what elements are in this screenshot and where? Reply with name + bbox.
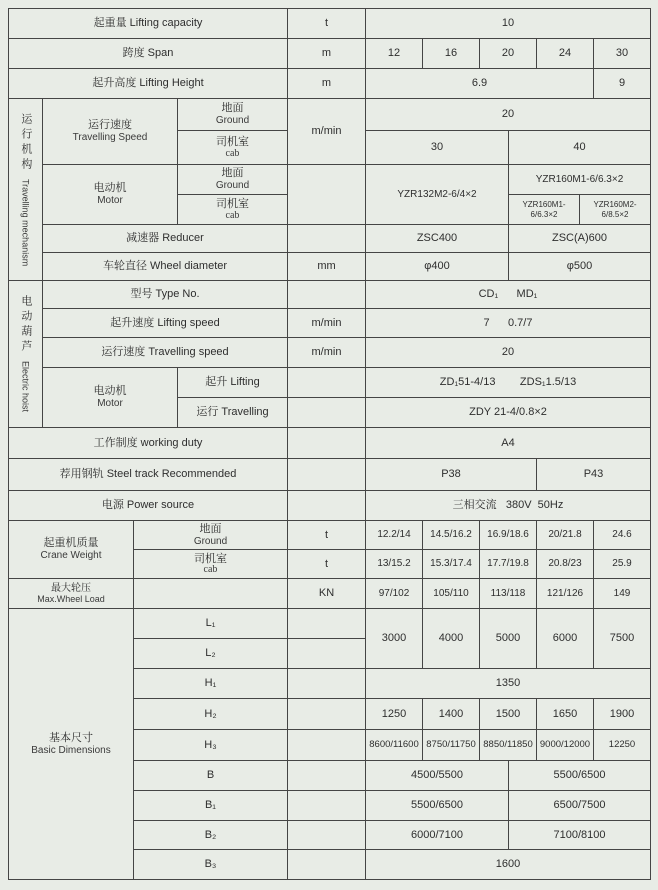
dim-h3-value: 8600/11600 bbox=[366, 730, 423, 761]
travel-motor-label bbox=[43, 165, 178, 225]
max-wheel-load-sublabel-empty bbox=[134, 579, 288, 609]
dim-h2-unit-empty bbox=[288, 699, 366, 730]
hoist-motor-travel-unit-empty bbox=[288, 398, 366, 428]
section-travelling-mechanism-zh: 运行机构 bbox=[19, 112, 32, 173]
dim-l2-label: L₂ bbox=[134, 639, 288, 669]
wheel-diameter-label: 车轮直径 Wheel diameter bbox=[43, 253, 288, 281]
crane-weight-cab-value: 17.7/19.8 bbox=[480, 550, 537, 579]
steel-track-label: 荐用钢轨 Steel track Recommended bbox=[9, 459, 288, 491]
lifting-capacity-value: 10 bbox=[366, 9, 651, 39]
travel-speed-unit: m/min bbox=[288, 99, 366, 165]
hoist-motor-lifting-sublabel: 起升 Lifting bbox=[178, 368, 288, 398]
travel-speed-cab-value-left: 30 bbox=[366, 131, 509, 165]
power-source-value: 三相交流 380V 50Hz bbox=[366, 491, 651, 521]
travel-speed-label-zh: 运行速度 bbox=[88, 119, 132, 132]
hoist-motor-travel-value: ZDY 21-4/0.8×2 bbox=[366, 398, 651, 428]
dim-l-value: 6000 bbox=[537, 609, 594, 669]
travel-motor-label-en: Motor bbox=[97, 195, 123, 207]
steel-track-value-right: P43 bbox=[537, 459, 651, 491]
type-no-unit-empty bbox=[288, 281, 366, 309]
ground-en: Ground bbox=[215, 115, 250, 127]
hoist-travel-speed-value: 20 bbox=[366, 338, 651, 368]
max-wheel-load-label-en: Max.Wheel Load bbox=[37, 594, 105, 605]
dim-h1-unit-empty bbox=[288, 669, 366, 699]
crane-weight-cab-unit: t bbox=[288, 550, 366, 579]
ground-zh: 地面 bbox=[221, 102, 244, 115]
steel-track-unit-empty bbox=[288, 459, 366, 491]
working-duty-label: 工作制度 working duty bbox=[9, 428, 288, 459]
span-label: 跨度 Span bbox=[9, 39, 288, 69]
dim-b2-value-left: 6000/7100 bbox=[366, 821, 509, 850]
section-electric-hoist-zh: 电动葫芦 bbox=[19, 295, 32, 356]
crane-weight-cab-value: 25.9 bbox=[594, 550, 651, 579]
hoist-motor-lifting-value: ZD₁51-4/13 ZDS₁1.5/13 bbox=[366, 368, 651, 398]
crane-weight-label bbox=[9, 521, 134, 579]
steel-track-value-left: P38 bbox=[366, 459, 537, 491]
lifting-height-value-last: 9 bbox=[594, 69, 651, 99]
dim-h3-value: 9000/12000 bbox=[537, 730, 594, 761]
cab-en: cab bbox=[225, 147, 240, 159]
dim-b-value-left: 4500/5500 bbox=[366, 761, 509, 791]
section-travelling-mechanism-en: Travelling mechanism bbox=[20, 178, 31, 267]
dim-h1-label: H₁ bbox=[134, 669, 288, 699]
crane-weight-cab-sublabel bbox=[134, 550, 288, 579]
hoist-lifting-speed-label: 起升速度 Lifting speed bbox=[43, 309, 288, 338]
dim-h2-value: 1400 bbox=[423, 699, 480, 730]
power-source-label: 电源 Power source bbox=[9, 491, 288, 521]
travel-speed-ground-sublabel bbox=[178, 99, 288, 131]
dim-l-value: 7500 bbox=[594, 609, 651, 669]
crane-weight-cab-value: 13/15.2 bbox=[366, 550, 423, 579]
travel-motor-value-right-bottom-left: YZR160M1-6/6.3×2 bbox=[509, 195, 580, 224]
travel-motor-value-right-top: YZR160M1-6/6.3×2 bbox=[509, 165, 651, 195]
working-duty-unit-empty bbox=[288, 428, 366, 459]
dim-b-label: B bbox=[134, 761, 288, 791]
crane-weight-label-zh: 起重机质量 bbox=[43, 537, 99, 550]
cab-en: cab bbox=[203, 564, 218, 576]
hoist-motor-label-zh: 电动机 bbox=[93, 385, 127, 398]
lifting-height-label: 起升高度 Lifting Height bbox=[9, 69, 288, 99]
hoist-lifting-speed-unit: m/min bbox=[288, 309, 366, 338]
hoist-lifting-speed-value: 7 0.7/7 bbox=[366, 309, 651, 338]
span-value: 20 bbox=[480, 39, 537, 69]
dim-b1-value-right: 6500/7500 bbox=[509, 791, 651, 821]
crane-weight-ground-value: 24.6 bbox=[594, 521, 651, 550]
travel-motor-value-left: YZR132M2-6/4×2 bbox=[366, 165, 509, 225]
lifting-capacity-unit: t bbox=[288, 9, 366, 39]
travel-speed-label-en: Travelling Speed bbox=[72, 132, 148, 144]
dim-b1-unit-empty bbox=[288, 791, 366, 821]
dim-b2-label: B₂ bbox=[134, 821, 288, 850]
dim-h1-value: 1350 bbox=[366, 669, 651, 699]
span-value: 16 bbox=[423, 39, 480, 69]
hoist-motor-lifting-unit-empty bbox=[288, 368, 366, 398]
cab-en: cab bbox=[225, 209, 240, 221]
dim-h2-value: 1500 bbox=[480, 699, 537, 730]
cab-zh: 司机室 bbox=[216, 136, 249, 149]
dim-l2-unit-empty bbox=[288, 639, 366, 669]
wheel-diameter-value-left: φ400 bbox=[366, 253, 509, 281]
travel-speed-label bbox=[43, 99, 178, 165]
max-wheel-load-unit: KN bbox=[288, 579, 366, 609]
max-wheel-load-value: 121/126 bbox=[537, 579, 594, 609]
crane-weight-ground-value: 12.2/14 bbox=[366, 521, 423, 550]
crane-weight-cab-value: 15.3/17.4 bbox=[423, 550, 480, 579]
travel-motor-label-zh: 电动机 bbox=[93, 182, 127, 195]
crane-weight-cab-value: 20.8/23 bbox=[537, 550, 594, 579]
dim-l-value: 5000 bbox=[480, 609, 537, 669]
travel-speed-ground-value: 20 bbox=[366, 99, 651, 131]
dim-b3-label: B₃ bbox=[134, 850, 288, 880]
travel-motor-cab-sublabel bbox=[178, 195, 288, 225]
ground-en: Ground bbox=[215, 180, 250, 192]
ground-en: Ground bbox=[193, 535, 228, 547]
dim-b1-label: B₁ bbox=[134, 791, 288, 821]
dim-b1-value-left: 5500/6500 bbox=[366, 791, 509, 821]
max-wheel-load-label bbox=[9, 579, 134, 609]
reducer-value-left: ZSC400 bbox=[366, 225, 509, 253]
crane-weight-ground-value: 14.5/16.2 bbox=[423, 521, 480, 550]
dim-h3-label: H₃ bbox=[134, 730, 288, 761]
dim-h3-value: 8750/11750 bbox=[423, 730, 480, 761]
dim-h3-value: 8850/11850 bbox=[480, 730, 537, 761]
span-unit: m bbox=[288, 39, 366, 69]
cab-zh: 司机室 bbox=[216, 198, 249, 211]
basic-dimensions-label-zh: 基本尺寸 bbox=[49, 731, 93, 744]
dim-l-value: 3000 bbox=[366, 609, 423, 669]
travel-motor-value-right-bottom-right: YZR160M2-6/8.5×2 bbox=[593, 200, 637, 219]
hoist-travel-speed-label: 运行速度 Travelling speed bbox=[43, 338, 288, 368]
max-wheel-load-value: 113/118 bbox=[480, 579, 537, 609]
reducer-value-right: ZSC(A)600 bbox=[509, 225, 651, 253]
reducer-label: 减速器 Reducer bbox=[43, 225, 288, 253]
dim-l1-unit-empty bbox=[288, 609, 366, 639]
type-no-value: CD₁ MD₁ bbox=[366, 281, 651, 309]
power-source-unit-empty bbox=[288, 491, 366, 521]
lifting-height-unit: m bbox=[288, 69, 366, 99]
dim-l-value: 4000 bbox=[423, 609, 480, 669]
lifting-height-value-main: 6.9 bbox=[366, 69, 594, 99]
travel-motor-value-right-bottom bbox=[509, 195, 651, 225]
cab-zh: 司机室 bbox=[194, 552, 227, 565]
travel-speed-cab-value-right: 40 bbox=[509, 131, 651, 165]
working-duty-value: A4 bbox=[366, 428, 651, 459]
section-travelling-mechanism bbox=[9, 99, 43, 281]
travel-speed-cab-sublabel bbox=[178, 131, 288, 165]
dim-b-unit-empty bbox=[288, 761, 366, 791]
hoist-motor-label bbox=[43, 368, 178, 428]
span-value: 12 bbox=[366, 39, 423, 69]
travel-motor-ground-sublabel bbox=[178, 165, 288, 195]
wheel-diameter-unit: mm bbox=[288, 253, 366, 281]
crane-weight-label-en: Crane Weight bbox=[40, 550, 102, 562]
dim-h3-unit-empty bbox=[288, 730, 366, 761]
span-value: 24 bbox=[537, 39, 594, 69]
dim-h2-value: 1650 bbox=[537, 699, 594, 730]
dim-b3-unit-empty bbox=[288, 850, 366, 880]
dim-l1-label: L₁ bbox=[134, 609, 288, 639]
travel-motor-unit-empty bbox=[288, 165, 366, 225]
ground-zh: 地面 bbox=[199, 522, 222, 535]
crane-weight-ground-unit: t bbox=[288, 521, 366, 550]
section-electric-hoist-en: Electric hoist bbox=[20, 361, 31, 413]
crane-weight-ground-value: 16.9/18.6 bbox=[480, 521, 537, 550]
dim-b3-value: 1600 bbox=[366, 850, 651, 880]
hoist-motor-travel-sublabel: 运行 Travelling bbox=[178, 398, 288, 428]
lifting-capacity-label: 起重量 Lifting capacity bbox=[9, 9, 288, 39]
max-wheel-load-label-zh: 最大轮压 bbox=[51, 582, 91, 594]
hoist-travel-speed-unit: m/min bbox=[288, 338, 366, 368]
basic-dimensions-label bbox=[9, 609, 134, 880]
dim-h2-value: 1250 bbox=[366, 699, 423, 730]
ground-zh: 地面 bbox=[221, 167, 244, 180]
dim-h3-value: 12250 bbox=[594, 730, 651, 761]
hoist-motor-label-en: Motor bbox=[97, 398, 123, 410]
dim-b2-unit-empty bbox=[288, 821, 366, 850]
crane-spec-table bbox=[8, 8, 651, 880]
crane-weight-ground-value: 20/21.8 bbox=[537, 521, 594, 550]
wheel-diameter-value-right: φ500 bbox=[509, 253, 651, 281]
crane-weight-ground-sublabel bbox=[134, 521, 288, 550]
span-value: 30 bbox=[594, 39, 651, 69]
basic-dimensions-label-en: Basic Dimensions bbox=[31, 744, 111, 756]
section-electric-hoist bbox=[9, 281, 43, 428]
dim-b-value-right: 5500/6500 bbox=[509, 761, 651, 791]
type-no-label: 型号 Type No. bbox=[43, 281, 288, 309]
max-wheel-load-value: 97/102 bbox=[366, 579, 423, 609]
dim-h2-label: H₂ bbox=[134, 699, 288, 730]
dim-h2-value: 1900 bbox=[594, 699, 651, 730]
reducer-unit-empty bbox=[288, 225, 366, 253]
max-wheel-load-value: 149 bbox=[594, 579, 651, 609]
max-wheel-load-value: 105/110 bbox=[423, 579, 480, 609]
dim-b2-value-right: 7100/8100 bbox=[509, 821, 651, 850]
